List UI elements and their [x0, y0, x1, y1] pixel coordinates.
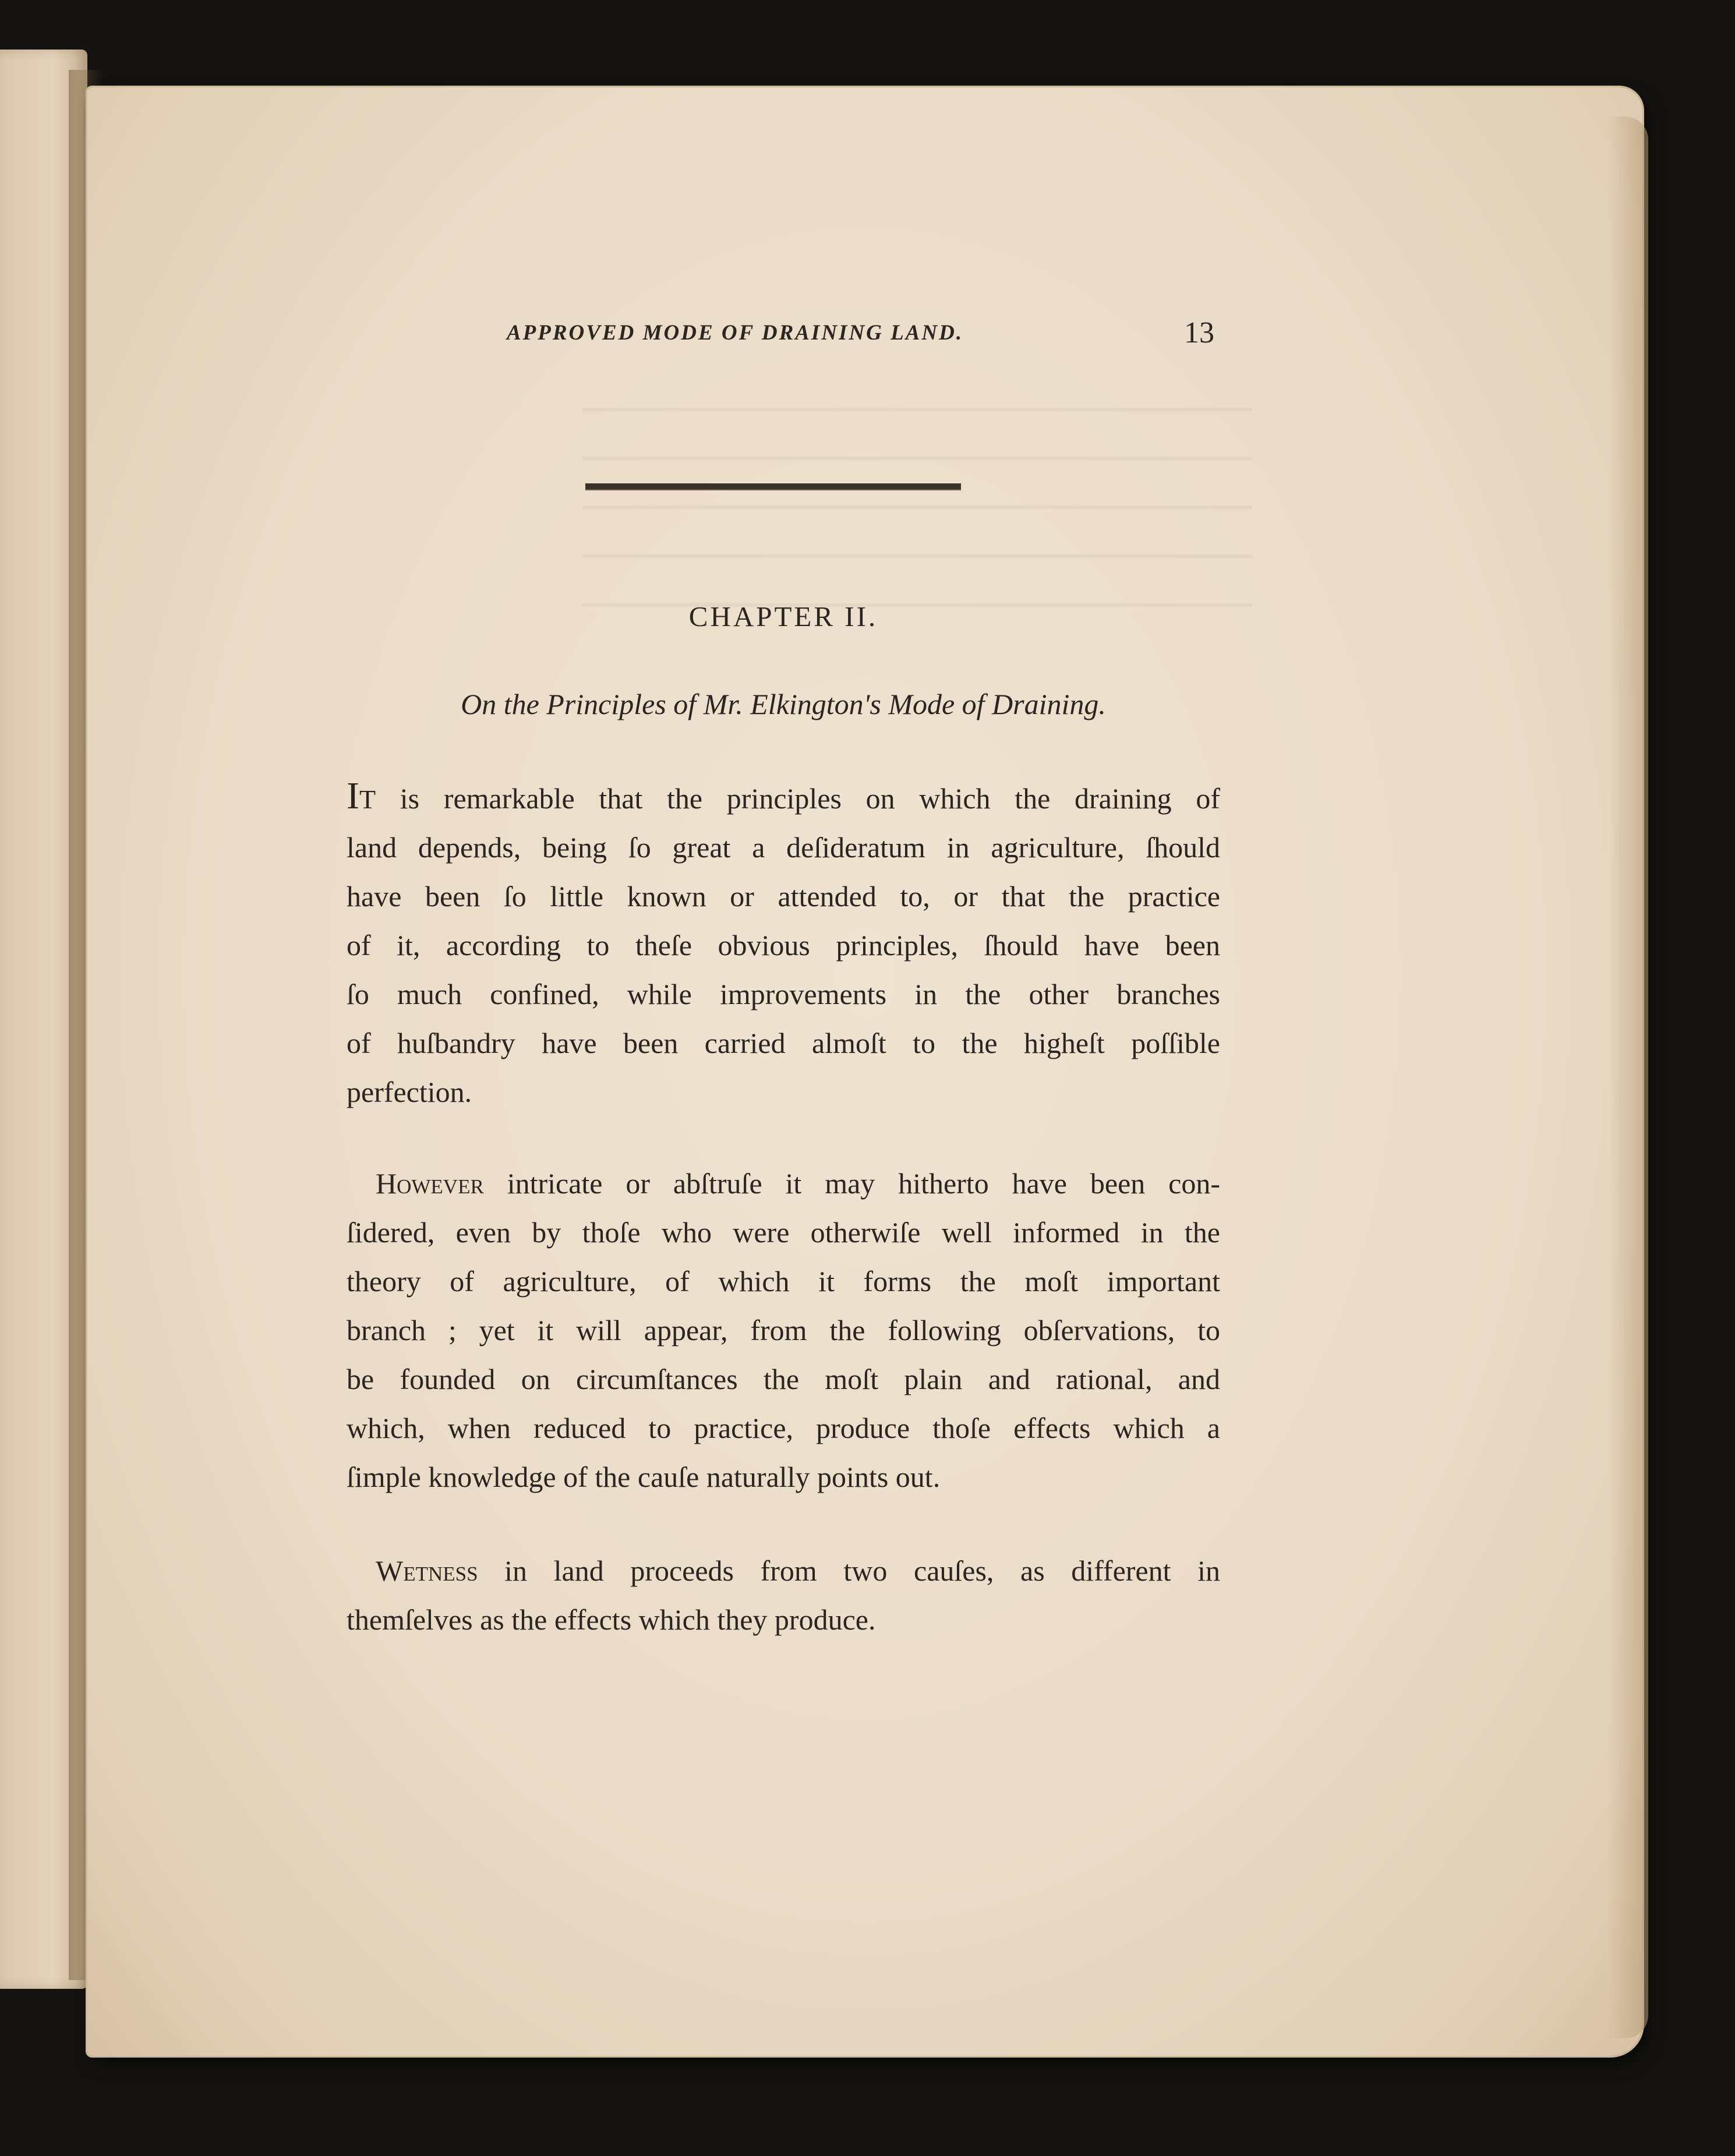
- text-run: is remarkable that the principles on which the draining of: [376, 782, 1220, 815]
- paragraph-lead: It: [347, 775, 376, 817]
- chapter-divider-rule: [585, 483, 961, 490]
- paragraph-lead: However: [376, 1167, 484, 1200]
- text-line: [347, 772, 1220, 823]
- paragraph: [347, 772, 1220, 1116]
- text-line: of it, according to theſe obvious principles, ſhould have been: [347, 929, 1220, 962]
- text-line: ſidered, even by thoſe who were otherwiſe well informed in the: [347, 1216, 1220, 1249]
- text-line: [347, 1159, 1220, 1208]
- text-line: be founded on circumſtances the moſt plain and rational, and: [347, 1363, 1220, 1395]
- text-line: ſimple knowledge of the cauſe naturally points out.: [347, 1461, 941, 1493]
- text-line: ſo much confined, while improvements in the other branches: [347, 978, 1220, 1010]
- chapter-heading: CHAPTER II.: [688, 600, 878, 632]
- running-header: [507, 316, 1258, 355]
- paragraph: [347, 1546, 1220, 1644]
- text-run: in land proceeds from two cauſes, as different in: [478, 1554, 1220, 1587]
- text-line: [347, 1546, 1220, 1595]
- running-title: APPROVED MODE OF DRAINING LAND.: [507, 321, 964, 345]
- page-fore-edge: [1607, 116, 1648, 2038]
- chapter-subtitle: On the Principles of Mr. Elkington's Mode of Draining.: [461, 688, 1106, 720]
- text-line: land depends, being ſo great a deſideratum in agriculture, ſhould: [347, 831, 1220, 864]
- page-number: 13: [1184, 316, 1214, 349]
- text-line: which, when reduced to practice, produce thoſe effects which a: [347, 1412, 1220, 1444]
- paragraph: [347, 1159, 1220, 1501]
- text-run: intricate or abſtruſe it may hitherto have been con-: [483, 1167, 1220, 1200]
- text-line: perfection.: [347, 1076, 472, 1108]
- text-line: of huſbandry have been carried almoſt to the higheſt poſſible: [347, 1027, 1220, 1059]
- text-line: branch ; yet it will appear, from the following obſervations, to: [347, 1314, 1220, 1346]
- text-line: have been ſo little known or attended to, or that the practice: [347, 880, 1220, 913]
- text-line: theory of agriculture, of which it forms the moſt important: [347, 1265, 1220, 1298]
- paragraph-lead: Wetness: [376, 1554, 478, 1587]
- text-line: themſelves as the effects which they produce.: [347, 1603, 876, 1636]
